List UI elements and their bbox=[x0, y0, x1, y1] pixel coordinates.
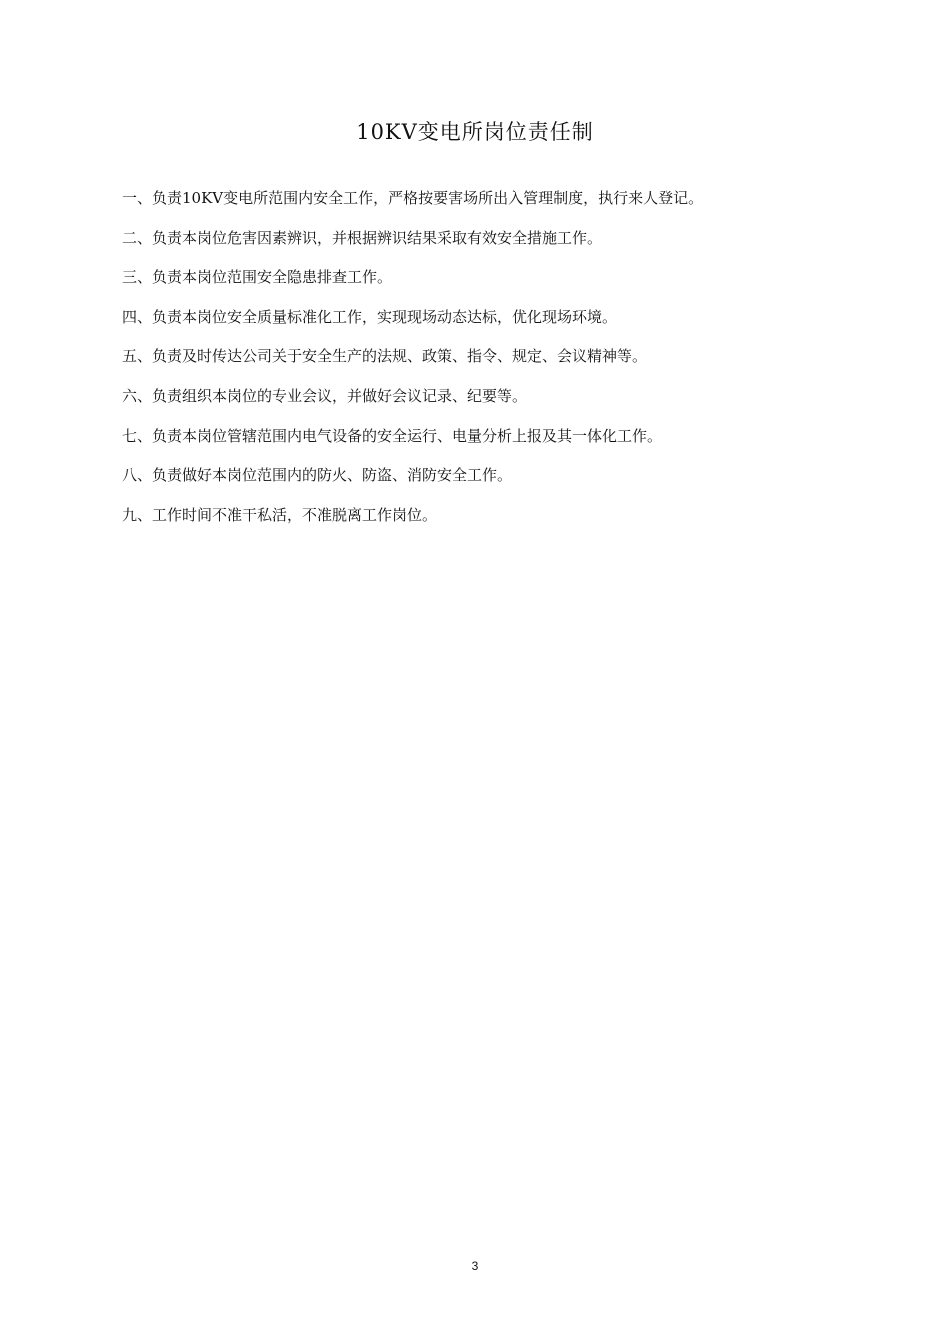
duty-item-6: 六、负责组织本岗位的专业会议，并做好会议记录、纪要等。 bbox=[122, 386, 528, 405]
page-number: 3 bbox=[471, 1259, 479, 1273]
page-title: 10KV变电所岗位责任制 bbox=[356, 120, 594, 144]
duty-item-9: 九、工作时间不准干私活，不准脱离工作岗位。 bbox=[122, 505, 438, 524]
duty-list bbox=[122, 188, 842, 544]
duty-item-4: 四、负责本岗位安全质量标准化工作，实现现场动态达标，优化现场环境。 bbox=[122, 307, 618, 326]
duty-item-5: 五、负责及时传达公司关于安全生产的法规、政策、指令、规定、会议精神等。 bbox=[122, 347, 648, 366]
duty-item-1: 一、负责10KV变电所范围内安全工作，严格按要害场所出入管理制度，执行来人登记。 bbox=[122, 189, 704, 207]
duty-item-3: 三、负责本岗位范围安全隐患排查工作。 bbox=[122, 268, 393, 287]
duty-item-7: 七、负责本岗位管辖范围内电气设备的安全运行、电量分析上报及其一体化工作。 bbox=[122, 426, 663, 445]
duty-item-2: 二、负责本岗位危害因素辨识，并根据辨识结果采取有效安全措施工作。 bbox=[122, 228, 603, 247]
duty-item-8: 八、负责做好本岗位范围内的防火、防盗、消防安全工作。 bbox=[122, 466, 513, 485]
